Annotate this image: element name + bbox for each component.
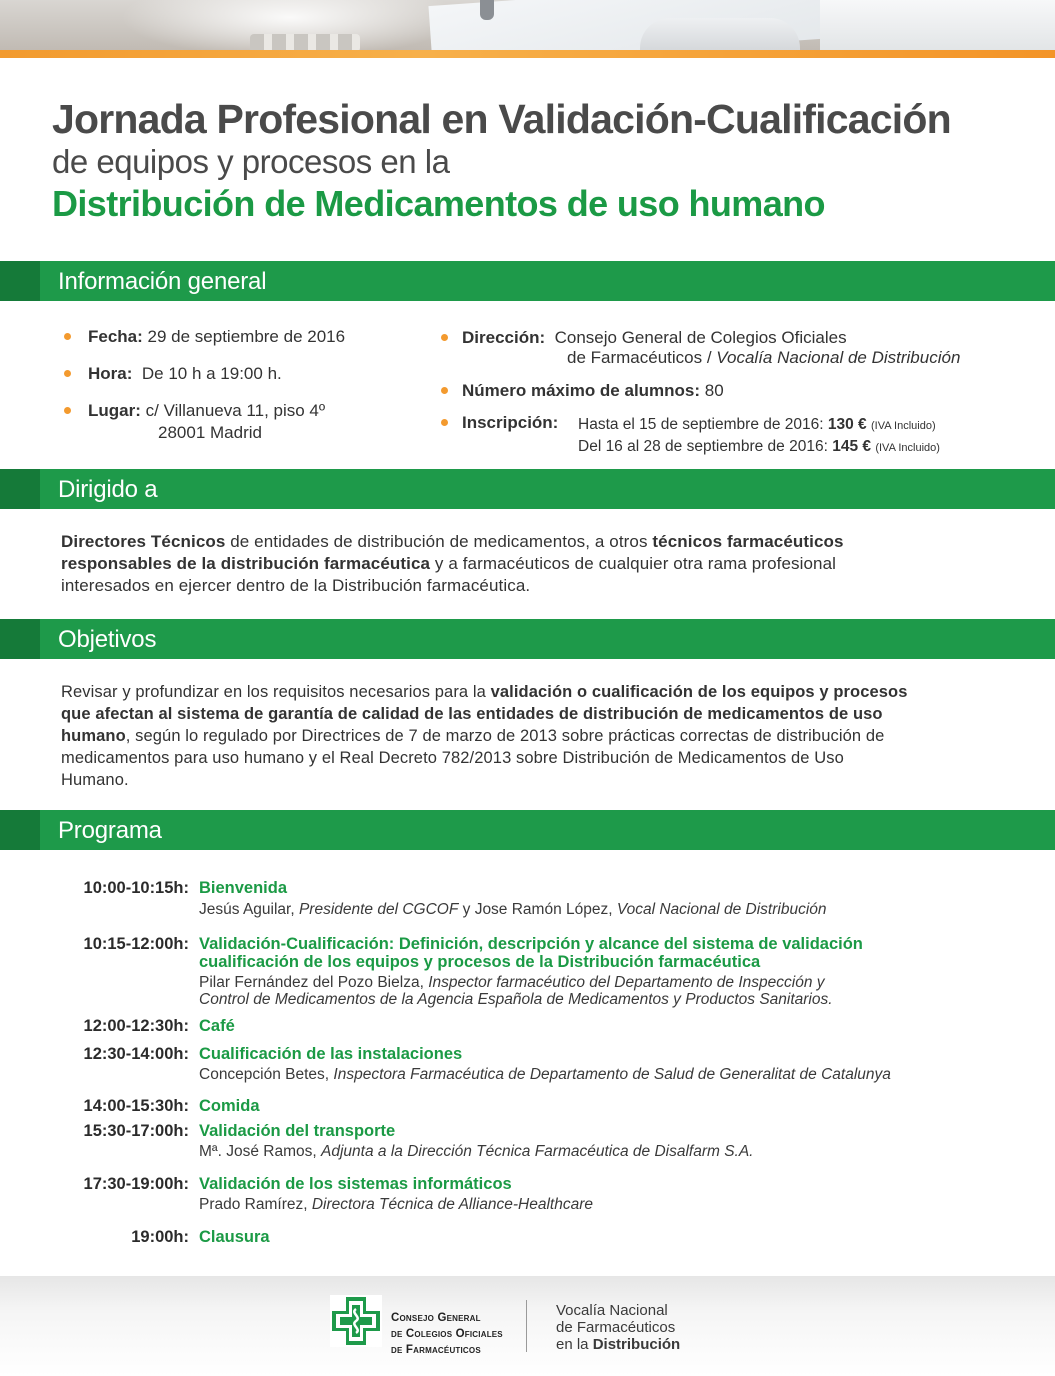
info-hora: Hora: De 10 h a 19:00 h. — [88, 364, 282, 383]
section-header-programa: Programa — [0, 810, 1055, 850]
vocalia-logo-text: Vocalía Nacional de Farmacéuticos en la Distribución — [556, 1302, 681, 1353]
bullet-icon — [64, 407, 71, 414]
orange-stripe — [0, 50, 1055, 58]
program-title: Clausura — [199, 1228, 270, 1246]
dirigido-text: Directores Técnicos de entidades de distribución de medicamentos, a otros técnicos farmacéuticos responsables de la distribución farmacéutica y a farmacéuticos de cualquier otra rama profesional interesados en ejercer dentro de la Distribución farmacéutica. — [61, 532, 844, 595]
cgcof-logo-icon — [330, 1295, 382, 1347]
program-title: Validación-Cualificación: Definición, descripción y alcance del sistema de validación — [199, 935, 863, 953]
bullet-icon — [64, 333, 71, 340]
title-line-3: Distribución de Medicamentos de uso humano — [52, 183, 825, 224]
hand-image — [640, 18, 800, 52]
objetivos-text: Revisar y profundizar en los requisitos necesarios para la validación o cualificación de los equipos y procesos que afectan al sistema de garantía de calidad de las entidades de distribución de medicamentos de uso humano, según lo regulado por Directrices de 7 de marzo de 2013 sobre prácticas correctas de distribución de medicamentos para uso humano y el Real Decreto 782/2013 sobre Distribución de Medicamentos de Uso Humano. — [61, 683, 908, 789]
info-lugar-line2: 28001 Madrid — [158, 423, 262, 442]
footer — [0, 1276, 1055, 1376]
pen-image — [480, 0, 494, 20]
info-inscripcion-1: Hasta el 15 de septiembre de 2016: 130 € (IVA Incluido) — [578, 416, 936, 433]
program-speaker: Prado Ramírez, Directora Técnica de Alliance-Healthcare — [199, 1196, 593, 1213]
bullet-icon — [441, 419, 448, 426]
program-title: Validación de los sistemas informáticos — [199, 1175, 512, 1193]
bullet-icon — [441, 387, 448, 394]
program-title: Comida — [199, 1097, 260, 1115]
footer-divider — [526, 1300, 527, 1352]
info-inscripcion-2: Del 16 al 28 de septiembre de 2016: 145 € (IVA Incluido) — [578, 438, 940, 455]
info-lugar: Lugar: c/ Villanueva 11, piso 4º — [88, 401, 326, 420]
info-direccion: Dirección: Consejo General de Colegios Oficiales — [462, 328, 847, 347]
cgcof-logo-text: Consejo General de Colegios Oficiales de Farmacéuticos — [391, 1312, 503, 1356]
program-title: Bienvenida — [199, 879, 288, 897]
program-speaker: Mª. José Ramos, Adjunta a la Dirección Técnica Farmacéutica de Disalfarm S.A. — [199, 1143, 754, 1160]
section-header-info: Información general — [0, 261, 1055, 301]
info-direccion-line2: de Farmacéuticos / Vocalía Nacional de Distribución — [567, 348, 961, 367]
program-speaker-2: Control de Medicamentos de la Agencia Española de Medicamentos y Productos Sanitarios. — [199, 991, 833, 1008]
program-title-2: cualificación de los equipos y procesos de la Distribución farmacéutica — [199, 953, 761, 971]
bullet-icon — [64, 370, 71, 377]
section-header-objetivos: Objetivos — [0, 619, 1055, 659]
program-speaker: Concepción Betes, Inspectora Farmacéutica de Departamento de Salud de Generalitat de Catalunya — [199, 1066, 891, 1083]
info-fecha: Fecha: 29 de septiembre de 2016 — [88, 327, 346, 346]
program-title: Cualificación de las instalaciones — [199, 1045, 463, 1063]
bullet-icon — [441, 334, 448, 341]
title-line-1: Jornada Profesional en Validación-Cualificación — [52, 96, 951, 142]
info-alumnos: Número máximo de alumnos: 80 — [462, 381, 724, 400]
section-header-dirigido: Dirigido a — [0, 469, 1055, 509]
program-title: Café — [199, 1017, 235, 1035]
info-inscripcion: Inscripción: — [462, 413, 559, 432]
program-title: Validación del transporte — [199, 1122, 396, 1140]
title-line-2: de equipos y procesos en la — [52, 143, 450, 180]
program-speaker: Pilar Fernández del Pozo Bielza, Inspector farmacéutico del Departamento de Inspección y — [199, 974, 825, 991]
program-speaker: Jesús Aguilar, Presidente del CGCOF y Jose Ramón López, Vocal Nacional de Distribución — [199, 901, 827, 918]
page-title — [52, 96, 1042, 226]
